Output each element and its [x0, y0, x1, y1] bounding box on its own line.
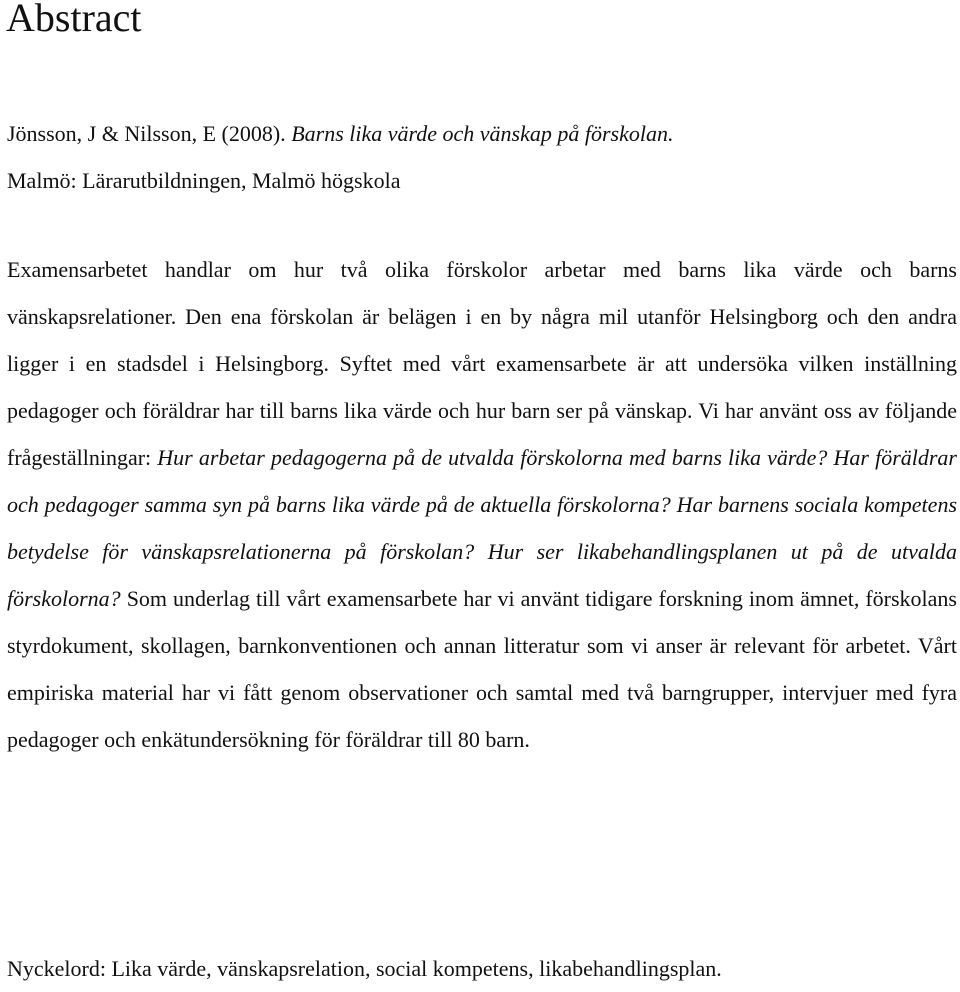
page-title: Abstract — [6, 0, 142, 40]
research-questions: Hur arbetar pedagogerna på de utvalda förskolorna med barns lika värde? Har föräldrar och pedagoger samma syn på barns lika värde på de aktuella förskolorna? Har barnens sociala kompetens betydelse för vänskapsrelationerna på förskolan? Hur ser likabehandlingsplanen ut på de utvalda förskolorna? — [7, 445, 957, 611]
citation-authors: Jönsson, J & Nilsson, E (2008). — [7, 121, 292, 146]
abstract-body — [7, 246, 957, 763]
citation-title: Barns lika värde och vänskap på förskolan. — [291, 121, 674, 146]
citation — [7, 110, 957, 204]
keywords: Nyckelord: Lika värde, vänskapsrelation, social kompetens, likabehandlingsplan. — [7, 956, 722, 981]
abstract-text-intro: Examensarbetet handlar om hur två olika förskolor arbetar med barns lika värde och barns vänskapsrelationer. Den ena förskolan är belägen i en by några mil utanför Helsingborg och den andra ligger i en stadsdel i Helsingborg. Syftet med vårt examensarbete är att undersöka vilken inställning pedagoger och föräldrar har till barns lika värde och hur barn ser på vänskap. Vi har använt oss av följande frågeställningar: — [7, 257, 957, 470]
abstract-text-method: Som underlag till vårt examensarbete har vi använt tidigare forskning inom ämnet, förskolans styrdokument, skollagen, barnkonventionen och annan litteratur som vi anser är relevant för arbetet. Vårt empiriska material har vi fått genom observationer och samtal med två barngrupper, intervjuer med fyra pedagoger och enkätundersökning för föräldrar till 80 barn. — [7, 586, 957, 752]
citation-publisher: Malmö: Lärarutbildningen, Malmö högskola — [7, 168, 401, 193]
citation-line-1 — [7, 110, 957, 157]
